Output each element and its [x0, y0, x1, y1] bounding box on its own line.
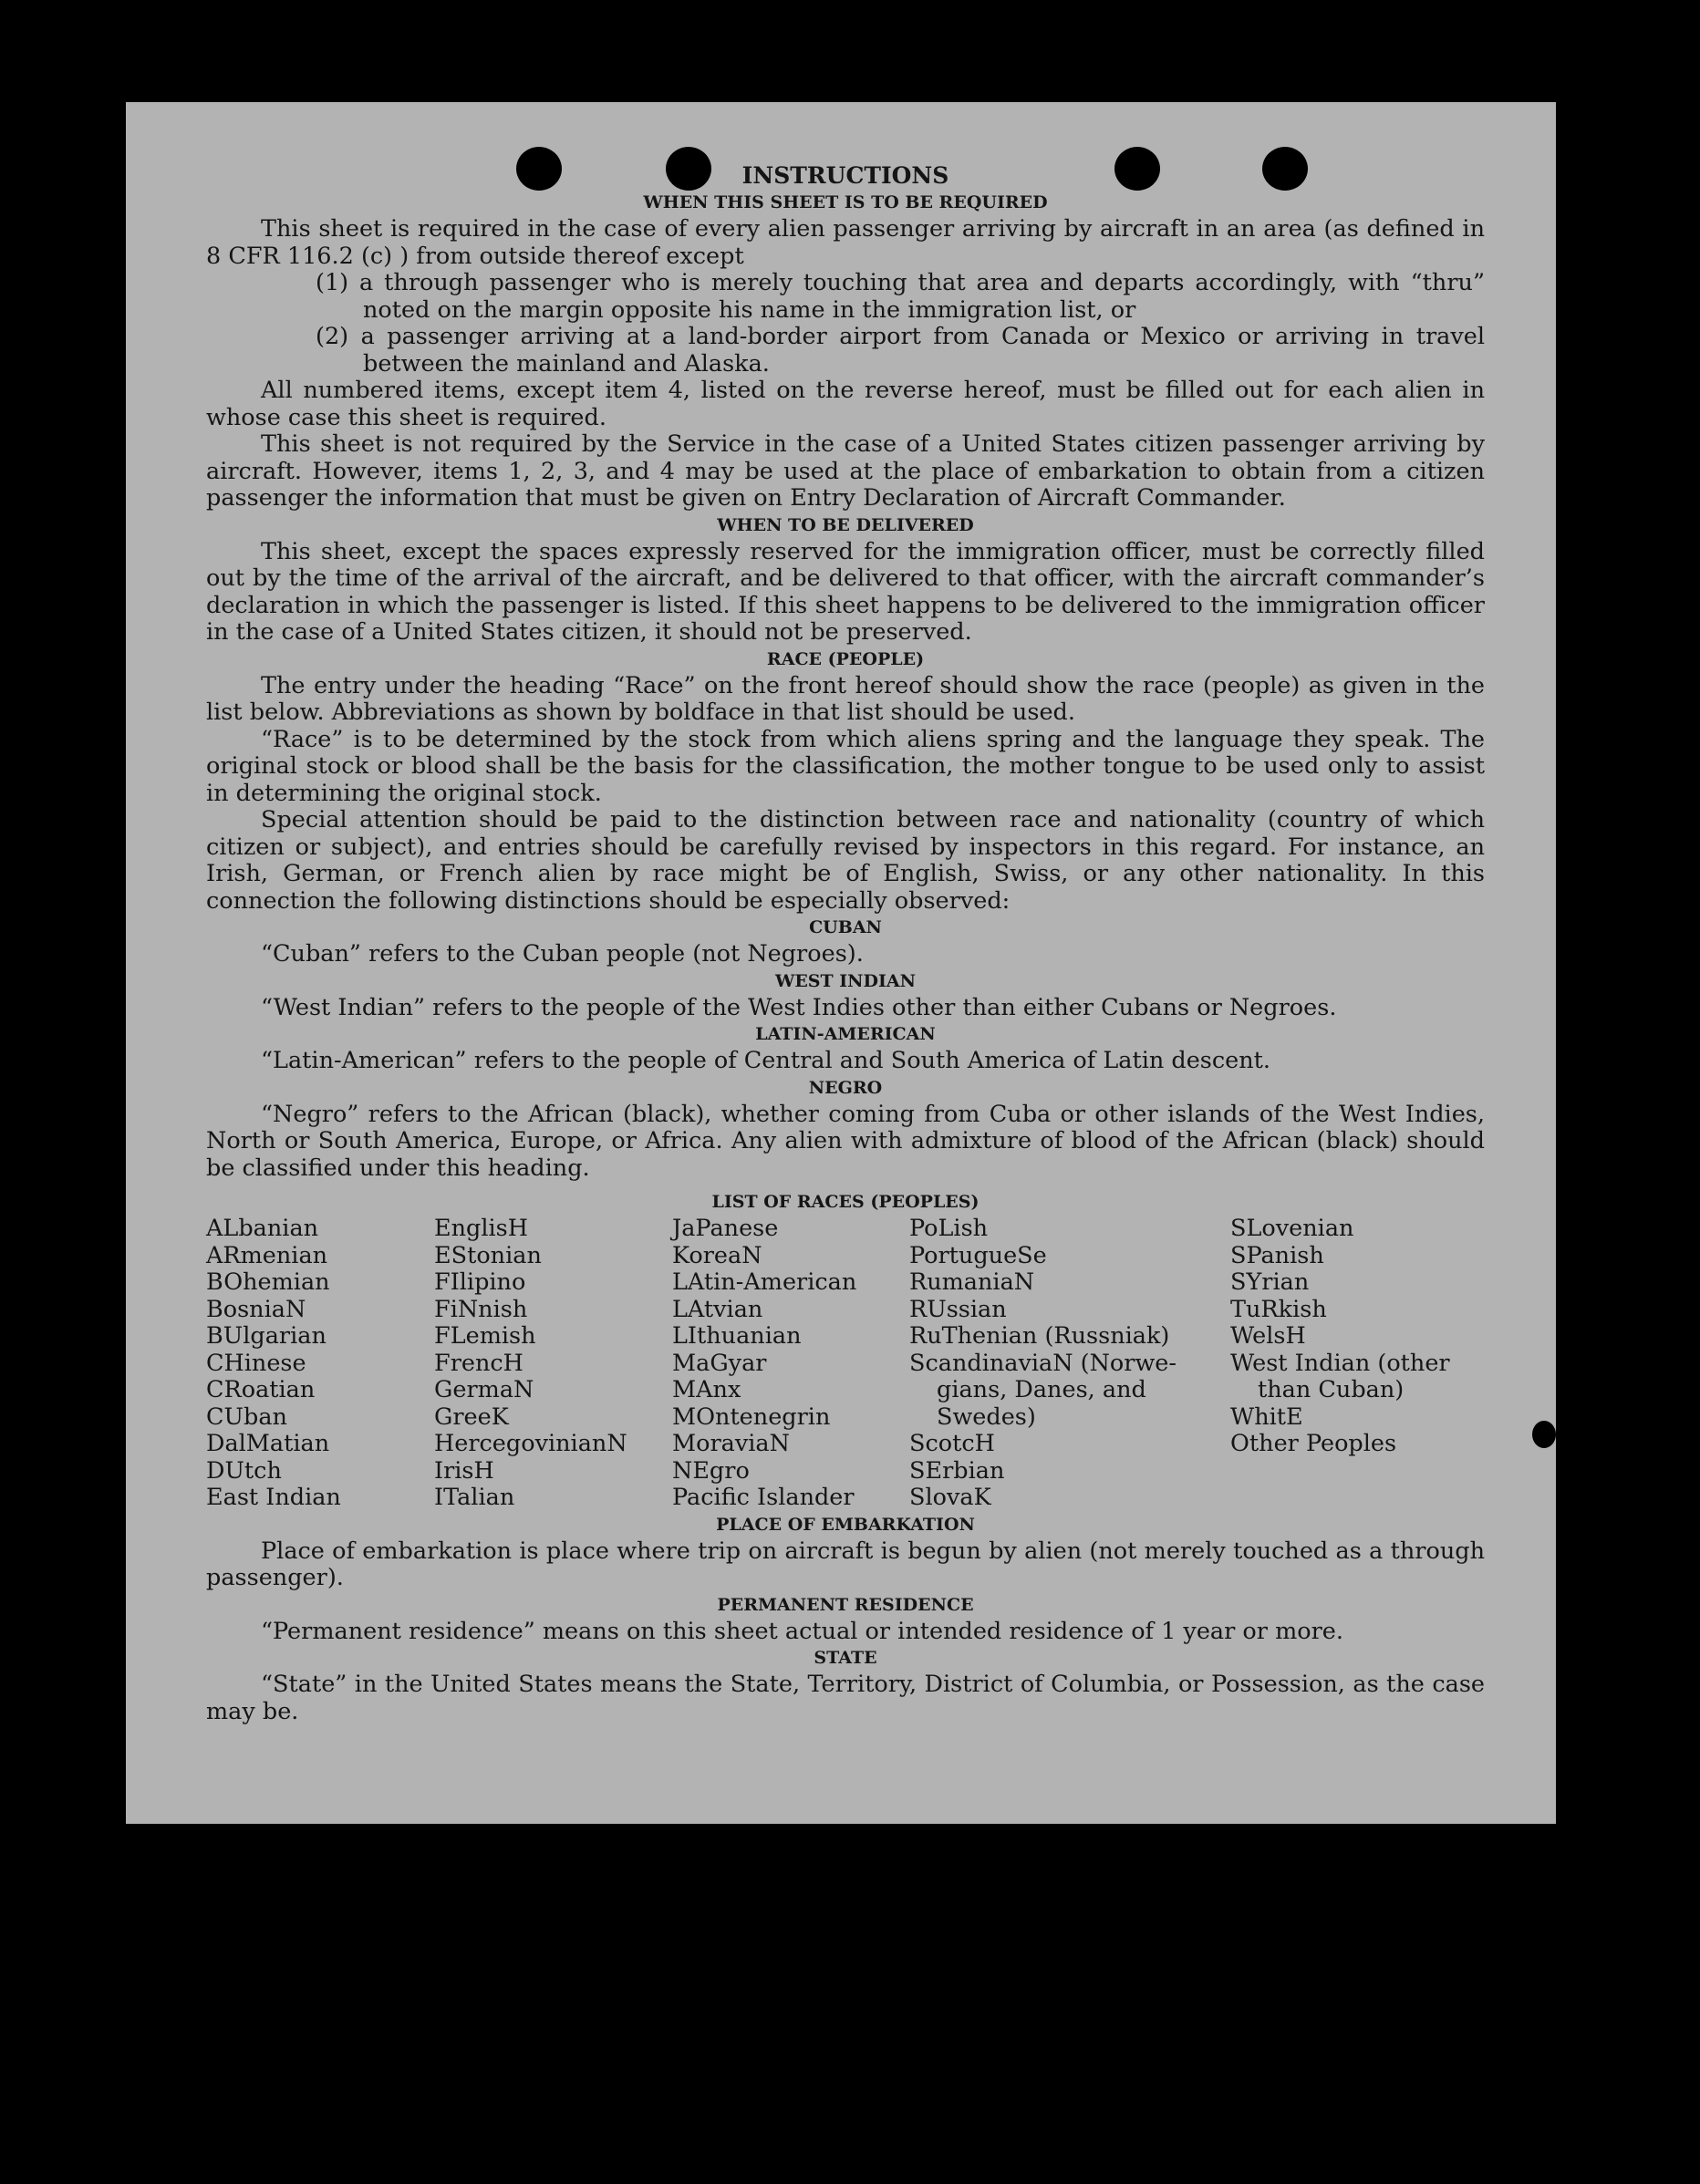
heading-latin-american: LATIN-AMERICAN: [755, 1024, 936, 1044]
race-entry: CHinese: [206, 1349, 306, 1377]
race-entry: SLovenian: [1230, 1215, 1354, 1242]
race-entry: PortugueSe: [909, 1241, 1047, 1269]
race-entry: BOhemian: [206, 1268, 330, 1296]
paragraph: “Negro” refers to the African (black), whether coming from Cuba or other islands of the West Indies, North or South America, Europe, or Africa. Any alien with admixture of blood of the African (black) should be classified under this heading.: [206, 1100, 1485, 1182]
race-entry: CUban: [206, 1403, 287, 1431]
heading-negro: NEGRO: [808, 1077, 883, 1098]
race-entry: KoreaN: [672, 1241, 762, 1269]
race-entry: than Cuban): [1258, 1376, 1405, 1403]
heading-state: STATE: [814, 1648, 877, 1668]
paragraph: “West Indian” refers to the people of the West Indies other than either Cubans or Negroes.: [261, 993, 1337, 1021]
race-entry: MOntenegrin: [672, 1403, 831, 1431]
race-entry: LIthuanian: [672, 1322, 802, 1350]
race-entry: BUlgarian: [206, 1322, 327, 1350]
heading-cuban: CUBAN: [809, 917, 882, 937]
race-entry: gians, Danes, and: [937, 1376, 1146, 1403]
heading-when-delivered: WHEN TO BE DELIVERED: [717, 514, 974, 535]
races-column: [909, 1216, 1230, 1512]
page-title: INSTRUCTIONS: [741, 162, 949, 189]
heading-when-required: WHEN THIS SHEET IS TO BE REQUIRED: [643, 192, 1048, 212]
race-entry: TuRkish: [1230, 1295, 1327, 1323]
race-entry: SPanish: [1230, 1241, 1324, 1269]
race-entry: LAtin-American: [672, 1268, 857, 1296]
race-entry: DUtch: [206, 1456, 282, 1485]
race-entry: GermaN: [434, 1376, 534, 1403]
race-entry: GreeK: [434, 1403, 509, 1431]
paragraph: The entry under the heading “Race” on the front hereof should show the race (people) as given in the list below. Abbreviations as shown by boldface in that list should be used.: [206, 671, 1485, 726]
race-entry: Swedes): [937, 1403, 1036, 1431]
race-entry: JaPanese: [672, 1215, 779, 1242]
race-entry: ARmenian: [206, 1241, 328, 1269]
races-column: [672, 1216, 909, 1512]
document-body: [206, 162, 1485, 1725]
race-entry: WhitE: [1230, 1403, 1303, 1431]
race-entry: West Indian (other: [1230, 1349, 1450, 1377]
heading-list-of-races: LIST OF RACES (PEOPLES): [711, 1192, 980, 1212]
race-entry: ALbanian: [206, 1215, 319, 1242]
race-entry: BosniaN: [206, 1295, 306, 1323]
ink-blot: [1532, 1421, 1556, 1448]
heading-west-indian: WEST INDIAN: [774, 970, 917, 991]
race-entry: RuThenian (Russniak): [909, 1322, 1170, 1350]
instruction-sheet: [126, 102, 1556, 1824]
heading-permanent-residence: PERMANENT RESIDENCE: [717, 1594, 974, 1615]
race-entry: Other Peoples: [1230, 1430, 1397, 1457]
race-entry: WelsH: [1230, 1322, 1306, 1350]
race-entry: DalMatian: [206, 1430, 330, 1457]
race-entry: IrisH: [434, 1456, 494, 1485]
race-entry: Pacific Islander: [672, 1484, 855, 1511]
race-entry: SErbian: [909, 1456, 1005, 1485]
paragraph: This sheet is not required by the Service in the case of a United States citizen passenger arriving by aircraft. However, items 1, 2, 3, and 4 may be used at the place of embarkation to obtain from a citizen passenger the information that must be given on Entry Declaration of Aircraft Commander.: [206, 430, 1485, 512]
race-entry: RumaniaN: [909, 1268, 1035, 1296]
race-entry: MaGyar: [672, 1349, 767, 1377]
race-entry: FiNnish: [434, 1295, 528, 1323]
paragraph: “Latin-American” refers to the people of Central and South America of Latin descent.: [261, 1047, 1271, 1074]
paragraph: “State” in the United States means the State, Territory, District of Columbia, or Possession, as the case may be.: [206, 1671, 1485, 1725]
race-entry: SYrian: [1230, 1268, 1310, 1296]
race-entry: EnglisH: [434, 1215, 528, 1242]
race-entry: MAnx: [672, 1376, 741, 1403]
race-entry: FIlipino: [434, 1268, 526, 1296]
race-entry: MoraviaN: [672, 1430, 790, 1457]
race-entry: FLemish: [434, 1322, 536, 1350]
race-entry: LAtvian: [672, 1295, 763, 1323]
race-entry: RUssian: [909, 1295, 1007, 1323]
race-entry: FrencH: [434, 1349, 523, 1377]
paragraph: Place of embarkation is place where trip on aircraft is begun by alien (not merely touched as a through passenger).: [206, 1537, 1485, 1591]
heading-race: RACE (PEOPLE): [766, 648, 925, 669]
heading-place-of-embarkation: PLACE OF EMBARKATION: [716, 1514, 975, 1535]
race-entry: HercegovinianN: [434, 1430, 627, 1457]
race-entry: ScandinaviaN (Norwe-: [909, 1349, 1177, 1377]
races-column: [434, 1216, 672, 1512]
list-item: (1) a through passenger who is merely touching that area and departs accordingly, with “thru” noted on the margin opposite his name in the immigration list, or: [316, 269, 1485, 324]
race-entry: NEgro: [672, 1456, 750, 1485]
list-item: (2) a passenger arriving at a land-border airport from Canada or Mexico or arriving in travel between the mainland and Alaska.: [316, 323, 1485, 378]
races-column: [1230, 1216, 1477, 1512]
paragraph: This sheet is required in the case of every alien passenger arriving by aircraft in an area (as defined in 8 CFR 116.2 (c) ) from outside thereof except: [206, 215, 1485, 270]
paragraph: Special attention should be paid to the distinction between race and nationality (country of which citizen or subject), and entries should be carefully revised by inspectors in this regard. For instance, an Irish, German, or French alien by race might be of English, Swiss, or any other nationality. In this connection the following distinctions should be especially observed:: [206, 806, 1485, 915]
paragraph: “Permanent residence” means on this sheet actual or intended residence of 1 year or more.: [261, 1617, 1343, 1645]
paragraph: “Race” is to be determined by the stock from which aliens spring and the language they speak. The original stock or blood shall be the basis for the classification, the mother tongue to be used only to assist in determining the original stock.: [206, 725, 1485, 807]
race-entry: PoLish: [909, 1215, 989, 1242]
race-entry: ITalian: [434, 1484, 515, 1511]
race-entry: SlovaK: [909, 1484, 991, 1511]
race-entry: CRoatian: [206, 1376, 316, 1403]
race-entry: ScotcH: [909, 1430, 995, 1457]
races-table: [206, 1216, 1485, 1512]
races-column: [206, 1216, 434, 1512]
race-entry: East Indian: [206, 1484, 341, 1511]
race-entry: EStonian: [434, 1241, 542, 1269]
paragraph: This sheet, except the spaces expressly reserved for the immigration officer, must be correctly filled out by the time of the arrival of the aircraft, and be delivered to that officer, with the aircraft commander’s declaration in which the passenger is listed. If this sheet happens to be delivered to the immigration officer in the case of a United States citizen, it should not be preserved.: [206, 537, 1485, 646]
paragraph: All numbered items, except item 4, listed on the reverse hereof, must be filled out for each alien in whose case this sheet is required.: [206, 377, 1485, 431]
paragraph: “Cuban” refers to the Cuban people (not Negroes).: [261, 940, 864, 968]
